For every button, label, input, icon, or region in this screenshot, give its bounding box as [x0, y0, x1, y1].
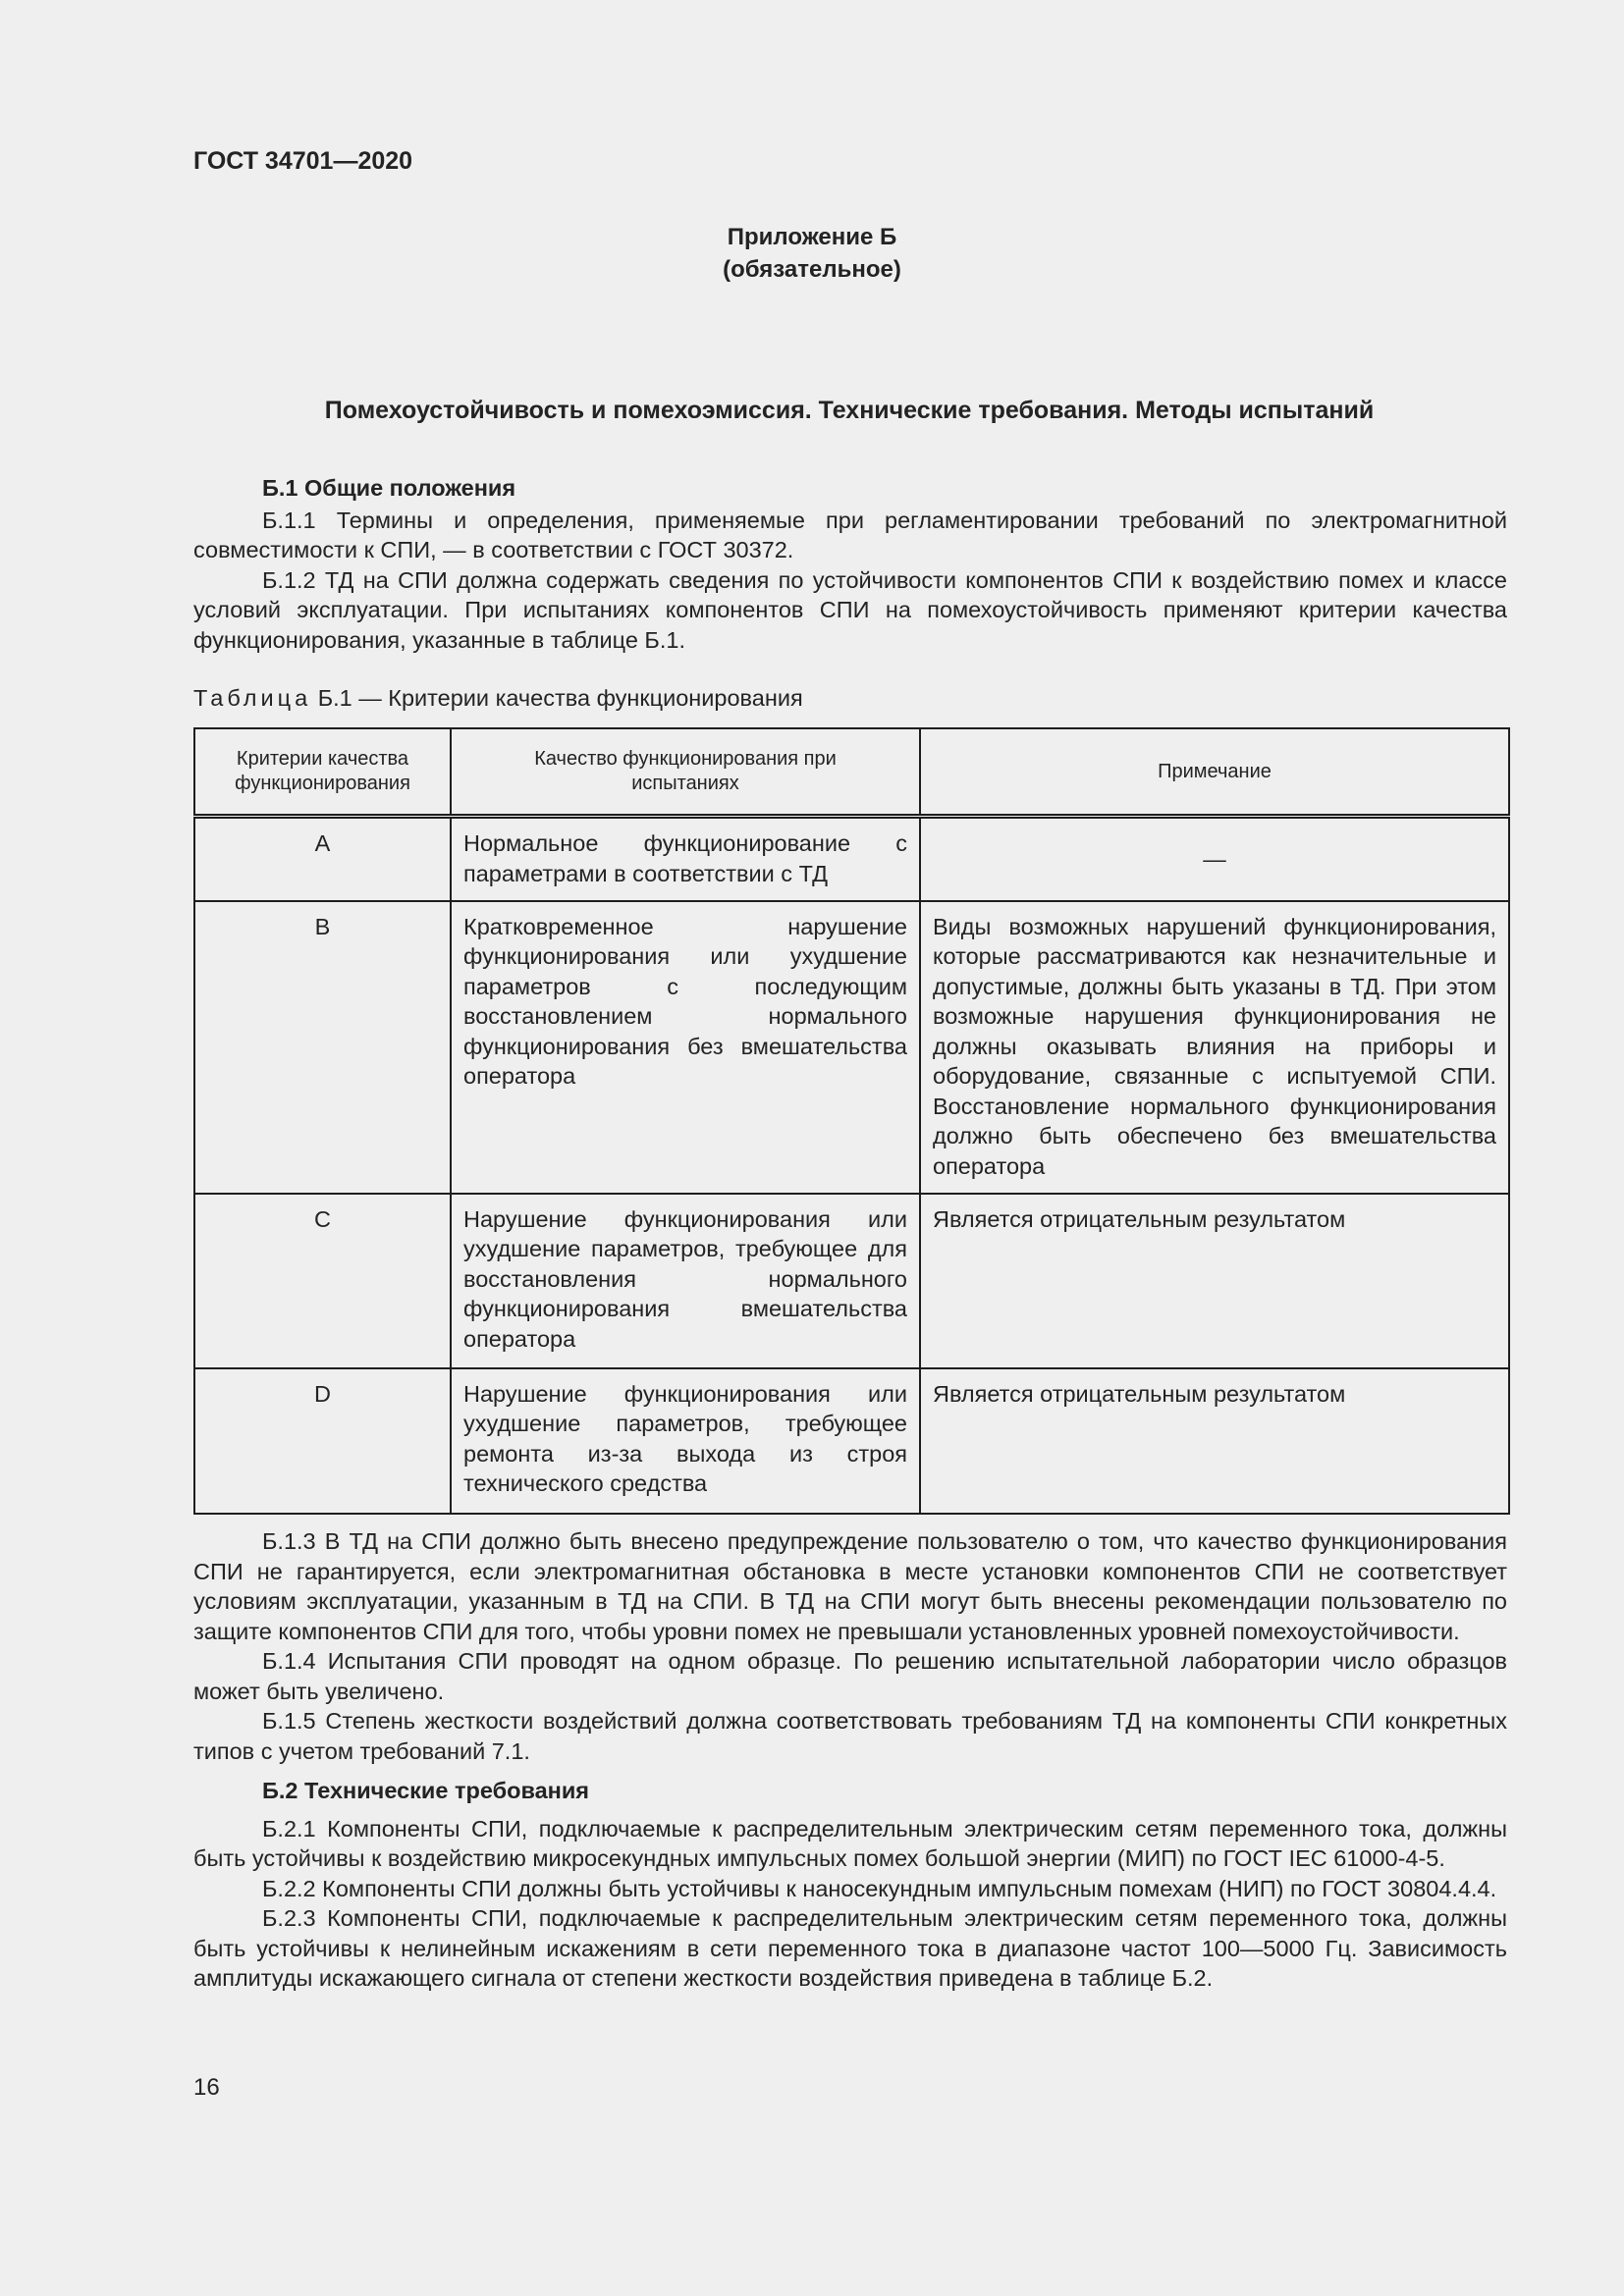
- criterion-cell: D: [194, 1368, 451, 1514]
- section-1-continued: [193, 1526, 1507, 1994]
- table-row: [194, 1194, 1509, 1368]
- note-cell: Является отрицательным результатом: [920, 1368, 1509, 1514]
- header-criteria: Критерии качества функционирования: [194, 728, 451, 817]
- main-title: Помехоустойчивость и помехоэмиссия. Технические требования. Методы испытаний: [324, 397, 1375, 424]
- criterion-cell: B: [194, 901, 451, 1194]
- section-1-intro: [193, 473, 1507, 655]
- table-caption: [193, 685, 803, 712]
- table-header-row: [194, 728, 1509, 817]
- criteria-table: [193, 727, 1510, 1515]
- header-quality: Качество функционирования при испытаниях: [451, 728, 920, 817]
- note-cell: —: [920, 817, 1509, 901]
- paragraph-b-1-5: Б.1.5 Степень жесткости воздействий должна соответствовать требованиям ТД на компоненты СПИ конкретных типов с учетом требований 7.1.: [193, 1708, 1507, 1764]
- note-cell: Виды возможных нарушений функционирования, которые рассматриваются как незначительные и допустимые, должны быть указаны в ТД. При этом возможные нарушения функционирования не должны оказывать влияния на приборы и оборудование, связанные с испытуемой СПИ. Восстановление нормального функционирования должно быть обеспечено без вмешательства оператора: [920, 901, 1509, 1194]
- quality-cell: Нормальное функционирование с параметрами в соответствии с ТД: [451, 817, 920, 901]
- quality-cell: Нарушение функционирования или ухудшение параметров, требующее для восстановления нормального функционирования вмешательства оператора: [451, 1194, 920, 1368]
- paragraph-b-2-3: Б.2.3 Компоненты СПИ, подключаемые к распределительным электрическим сетям переменного тока, должны быть устойчивы к нелинейным искажениям в сети переменного тока в диапазоне частот 100—5000 Гц. Зависимость амплитуды искажающего сигнала от степени жесткости воздействия приведена в таблице Б.2.: [193, 1905, 1507, 1991]
- criterion-cell: A: [194, 817, 451, 901]
- document-code: ГОСТ 34701—2020: [193, 147, 413, 175]
- paragraph-b-1-1: Б.1.1 Термины и определения, применяемые при регламентировании требований по электромагнитной совместимости к СПИ, — в соответствии с ГОСТ 30372.: [193, 507, 1507, 562]
- annex-title: Приложение Б: [727, 224, 897, 250]
- section-2-heading: Б.2 Технические требования: [262, 1778, 590, 1803]
- table-caption-text: Б.1 — Критерии качества функционирования: [317, 685, 803, 711]
- page-number: 16: [193, 2074, 220, 2101]
- criterion-cell: C: [194, 1194, 451, 1368]
- note-cell: Является отрицательным результатом: [920, 1194, 1509, 1368]
- paragraph-b-1-4: Б.1.4 Испытания СПИ проводят на одном образце. По решению испытательной лаборатории число образцов может быть увеличено.: [193, 1648, 1507, 1704]
- paragraph-b-1-3: Б.1.3 В ТД на СПИ должно быть внесено предупреждение пользователю о том, что качество функционирования СПИ не гарантируется, если электромагнитная обстановка в месте установки компонентов СПИ не соответствует условиям эксплуатации, указанным в ТД на СПИ. В ТД на СПИ могут быть внесены рекомендации пользователю по защите компонентов СПИ для того, чтобы уровни помех не превышали установленных уровней помехоустойчивости.: [193, 1528, 1507, 1644]
- quality-cell: Нарушение функционирования или ухудшение параметров, требующее ремонта из-за выхода из строя технического средства: [451, 1368, 920, 1514]
- header-note: Примечание: [920, 728, 1509, 817]
- paragraph-b-2-2: Б.2.2 Компоненты СПИ должны быть устойчивы к наносекундным импульсным помехам (НИП) по ГОСТ 30804.4.4.: [262, 1875, 1497, 1901]
- table-caption-word: Таблица: [193, 685, 312, 711]
- table-row: [194, 817, 1509, 901]
- table-row: [194, 1368, 1509, 1514]
- section-1-heading: Б.1 Общие положения: [262, 475, 516, 501]
- annex-status: (обязательное): [723, 256, 901, 283]
- quality-cell: Кратковременное нарушение функционирования или ухудшение параметров с последующим восстановлением нормального функционирования без вмешательства оператора: [451, 901, 920, 1194]
- table-row: [194, 901, 1509, 1194]
- paragraph-b-1-2: Б.1.2 ТД на СПИ должна содержать сведения по устойчивости компонентов СПИ к воздействию помех и классе условий эксплуатации. При испытаниях компонентов СПИ на помехоустойчивость применяют критерии качества функционирования, указанные в таблице Б.1.: [193, 566, 1507, 653]
- paragraph-b-2-1: Б.2.1 Компоненты СПИ, подключаемые к распределительным электрическим сетям переменного тока, должны быть устойчивы к воздействию микросекундных импульсных помех большой энергии (МИП) по ГОСТ IEC 61000-4-5.: [193, 1815, 1507, 1871]
